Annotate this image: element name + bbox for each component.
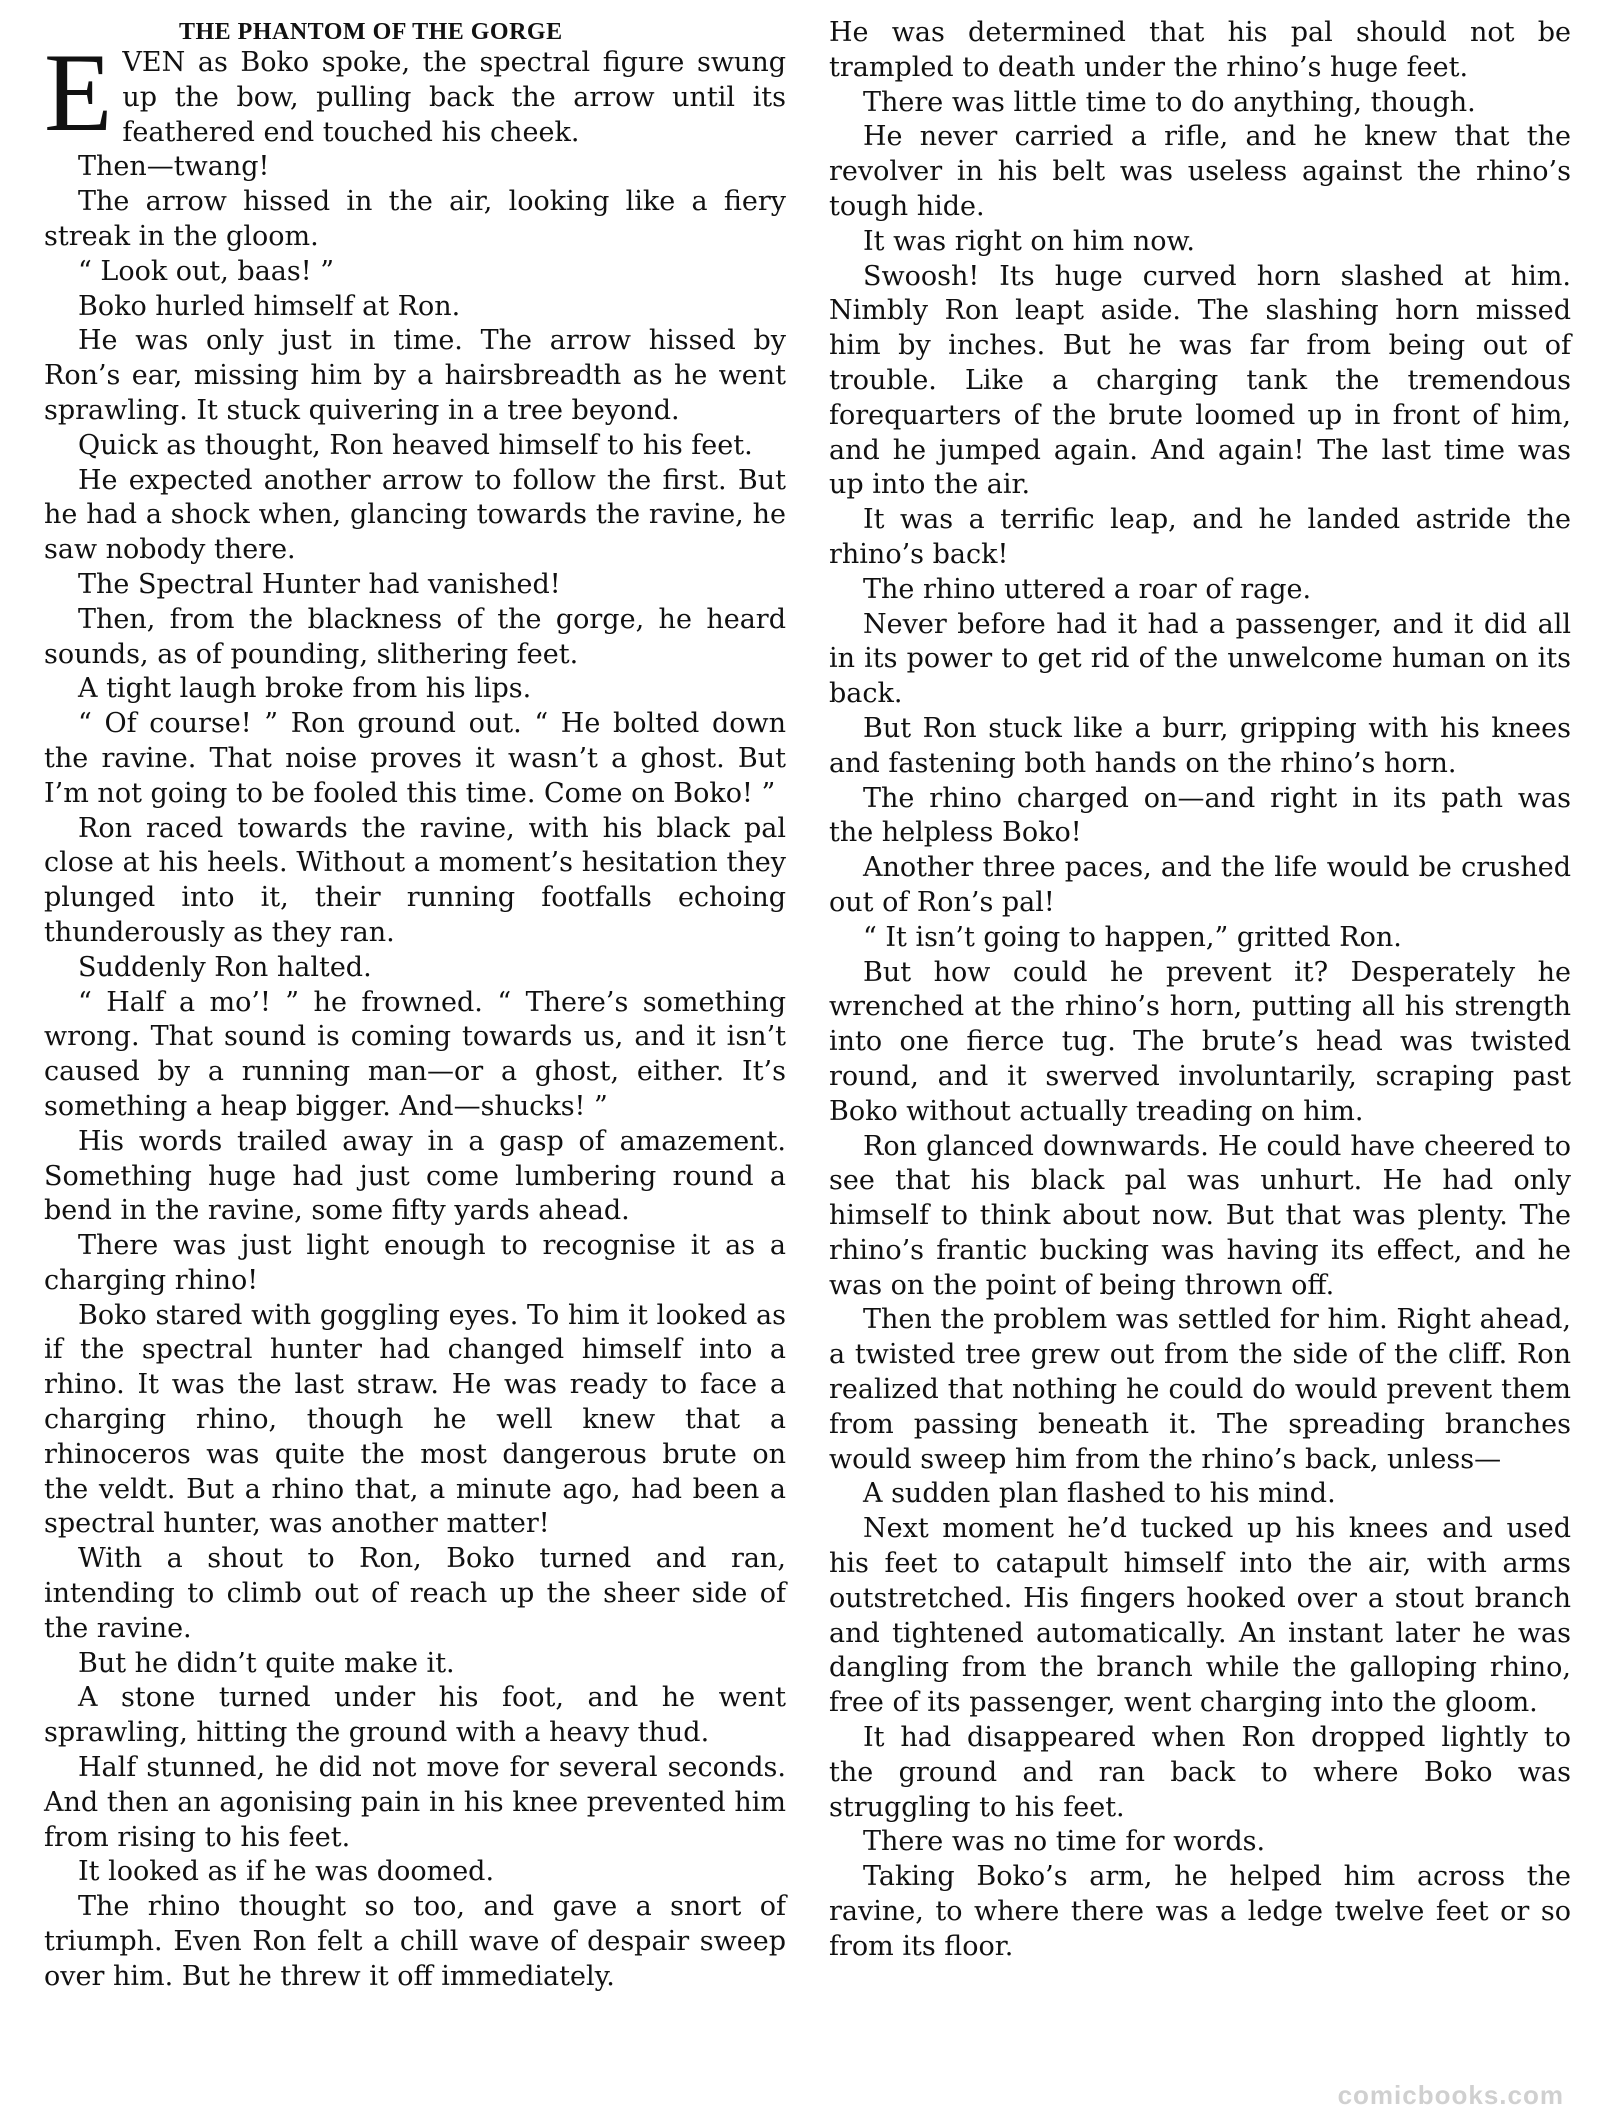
paragraph: The rhino charged on—and right in its path was the helpless Boko!: [829, 782, 1571, 849]
paragraph: Another three paces, and the life would be crushed out of Ron’s pal!: [829, 852, 1571, 918]
paragraph: With a shout to Ron, Boko turned and ran, intending to climb out of reach up the sheer side of the ravine.: [44, 1543, 786, 1644]
paragraph: Next moment he’d tucked up his knees and used his feet to catapult himself into the air, with arms outstretched. His fingers hooked over a stout branch and tightened automatically. An instant later he was dangling from the branch while the galloping rhino, free of its passenger, went charging into the gloom.: [829, 1513, 1571, 1719]
paragraph: Boko stared with goggling eyes. To him it looked as if the spectral hunter had changed himself into a rhino. It was the last straw. He was ready to face a charging rhino, though he well knew that a rhinoceros was quite the most dangerous brute on the veldt. But a rhino that, a minute ago, had been a spectral hunter, was another matter!: [44, 1299, 786, 1540]
paragraph: There was little time to do anything, though.: [863, 86, 1476, 118]
story-title: THE PHANTOM OF THE GORGE: [179, 19, 563, 45]
paragraph: The rhino uttered a roar of rage.: [863, 573, 1312, 605]
paragraph: It was a terrific leap, and he landed astride the rhino’s back!: [829, 504, 1571, 570]
paragraph: Never before had it had a passenger, and it did all in its power to get rid of the unwelcome human on its back.: [829, 608, 1571, 710]
paragraph: It looked as if he was doomed.: [78, 1856, 495, 1888]
paragraph: A tight laugh broke from his lips.: [78, 673, 532, 705]
paragraph: He was only just in time. The arrow hissed by Ron’s ear, missing him by a hairsbreadth as he went sprawling. It stuck quivering in a tree beyond.: [44, 325, 786, 426]
site-watermark: comicbooks.com: [1337, 2080, 1564, 2110]
paragraph: His words trailed away in a gasp of amazement. Something huge had just come lumbering round a bend in the ravine, some fifty yards ahead.: [44, 1125, 786, 1227]
paragraph: The arrow hissed in the air, looking like a fiery streak in the gloom.: [44, 186, 786, 252]
paragraph: It had disappeared when Ron dropped lightly to the ground and ran back to where Boko was struggling to his feet.: [829, 1722, 1571, 1823]
paragraph: Quick as thought, Ron heaved himself to his feet.: [78, 429, 753, 461]
drop-cap: E: [44, 31, 113, 155]
paragraph: A stone turned under his foot, and he went sprawling, hitting the ground with a heavy thud.: [44, 1682, 786, 1749]
paragraph: Swoosh! Its huge curved horn slashed at him. Nimbly Ron leapt aside. The slashing horn missed him by inches. But he was far from being out of trouble. Like a charging tank the tremendous forequarters of the brute loomed up in front of him, and he jumped again. And again! The last time was up into the air.: [829, 260, 1571, 501]
paragraph: There was no time for words.: [863, 1826, 1266, 1858]
paragraph: Taking Boko’s arm, he helped him across the ravine, to where there was a ledge twelve feet or so from its floor.: [829, 1861, 1571, 1962]
right-column: [829, 16, 1571, 1965]
paragraph: Then—twang!: [78, 151, 270, 183]
magazine-page: [44, 16, 1574, 2106]
paragraph: Suddenly Ron halted.: [78, 951, 372, 983]
paragraph: But Ron stuck like a burr, gripping with his knees and fastening both hands on the rhino’s horn.: [829, 712, 1571, 779]
paragraph: Ron raced towards the ravine, with his black pal close at his heels. Without a moment’s hesitation they plunged into it, their running footfalls echoing thunderously as they ran.: [44, 812, 786, 948]
paragraph: But he didn’t quite make it.: [78, 1647, 455, 1679]
paragraph: “ Half a mo’! ” he frowned. “ There’s something wrong. That sound is coming towards us, and it isn’t caused by a running man—or a ghost, either. It’s something a heap bigger. And—shucks! ”: [44, 986, 786, 1122]
continued-paragraph: He was determined that his pal should not be trampled to death under the rhino’s huge feet.: [829, 17, 1571, 83]
paragraph: A sudden plan flashed to his mind.: [863, 1478, 1336, 1510]
paragraph: It was right on him now.: [863, 225, 1195, 257]
paragraph: Ron glanced downwards. He could have cheered to see that his black pal was unhurt. He had only himself to think about now. But that was plenty. The rhino’s frantic bucking was having its effect, and he was on the point of being thrown off.: [829, 1130, 1571, 1301]
opening-text: VEN as Boko spoke, the spectral figure swung up the bow, pulling back the arrow until its feathered end touched his cheek.: [122, 47, 786, 148]
paragraph: There was just light enough to recognise it as a charging rhino!: [44, 1230, 786, 1296]
paragraph: Boko hurled himself at Ron.: [78, 290, 461, 322]
paragraph: “ Of course! ” Ron ground out. “ He bolted down the ravine. That noise proves it wasn’t a ghost. But I’m not going to be fooled this time. Come on Boko! ”: [44, 708, 786, 809]
paragraph: He never carried a rifle, and he knew that the revolver in his belt was useless against the rhino’s tough hide.: [829, 121, 1571, 222]
paragraph: The Spectral Hunter had vanished!: [78, 568, 561, 600]
left-column: [44, 16, 786, 1995]
paragraph: But how could he prevent it? Desperately he wrenched at the rhino’s horn, putting all his strength into one fierce tug. The brute’s head was twisted round, and it swerved involuntarily, scraping past Boko without actually treading on him.: [829, 956, 1571, 1127]
paragraph: Half stunned, he did not move for several seconds. And then an agonising pain in his knee prevented him from rising to his feet.: [44, 1752, 786, 1853]
paragraph: He expected another arrow to follow the first. But he had a shock when, glancing towards the ravine, he saw nobody there.: [44, 464, 786, 566]
paragraph: The rhino thought so too, and gave a snort of triumph. Even Ron felt a chill wave of despair sweep over him. But he threw it off immediately.: [44, 1891, 786, 1992]
paragraph: “ It isn’t going to happen,” gritted Ron.: [863, 921, 1402, 953]
paragraph: Then the problem was settled for him. Right ahead, a twisted tree grew out from the side of the cliff. Ron realized that nothing he could do would prevent them from passing beneath it. The spreading branches would sweep him from the rhino’s back, unless—: [829, 1304, 1571, 1475]
paragraph: “ Look out, baas! ”: [78, 255, 334, 287]
paragraph: Then, from the blackness of the gorge, he heard sounds, as of pounding, slithering feet.: [44, 603, 786, 670]
